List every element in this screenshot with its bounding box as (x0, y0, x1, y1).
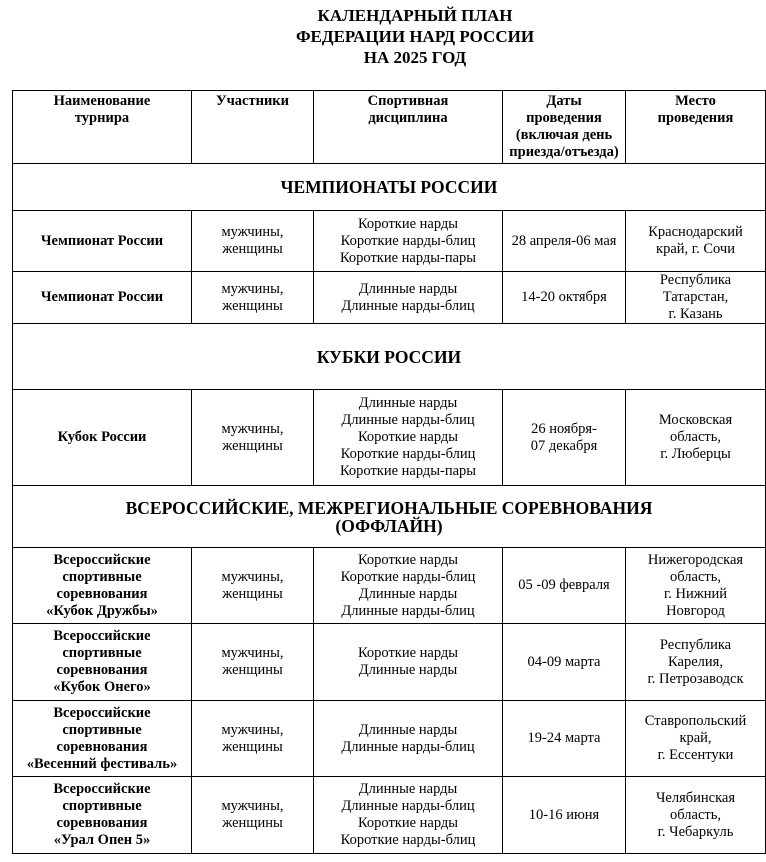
cell-line: Ставропольский (644, 713, 747, 729)
cell-discipline (314, 624, 503, 701)
cell-participants (192, 211, 314, 272)
cell-line: г. Люберцы (660, 446, 731, 462)
cell-line: (ОФФЛАЙН) (335, 515, 443, 536)
title-line: НА 2025 ГОД (363, 48, 467, 67)
cell-discipline (314, 390, 503, 486)
cell-line: Длинные нарды-блиц (341, 602, 475, 619)
cell-discipline (314, 548, 503, 624)
cell-place (626, 272, 766, 324)
cell-line: Чемпионат России (40, 289, 164, 305)
cell-line: Татарстан, (662, 289, 729, 305)
header-place (626, 91, 766, 164)
cell-line: 05 -09 февраля (518, 577, 610, 593)
title-line: ФЕДЕРАЦИИ НАРД РОССИИ (295, 27, 535, 46)
cell-line: Длинные нарды-блиц (341, 412, 475, 428)
cell-line: мужчины, (221, 645, 284, 661)
cell-line: Московская (658, 412, 733, 428)
cell-line: Челябинская (655, 789, 736, 806)
cell-dates (503, 548, 626, 624)
cell-line: г. Петрозаводск (647, 670, 744, 687)
cell-line: Место (675, 93, 716, 109)
cell-line: г. Казань (668, 306, 723, 322)
cell-line: 14-20 октября (521, 289, 607, 305)
cell-line: 28 апреля-06 мая (511, 232, 617, 249)
section-title (13, 164, 766, 211)
cell-name (13, 701, 192, 777)
cell-line: мужчины, (221, 420, 284, 437)
calendar-table (12, 90, 766, 854)
cell-line: Длинные нарды (358, 721, 458, 738)
cell-line: Короткие нарды-блиц (340, 832, 476, 848)
cell-line: Длинные нарды (358, 662, 458, 678)
cell-line: мужчины, (221, 721, 284, 738)
cell-line: женщины (222, 662, 283, 678)
cell-line: Участники (215, 93, 290, 109)
table-row (13, 777, 766, 854)
cell-line: область, (670, 429, 721, 445)
cell-line: спортивные (62, 721, 142, 738)
cell-line: Длинные нарды-блиц (341, 738, 475, 755)
cell-line: проведения (526, 110, 602, 126)
cell-line: 07 декабря (530, 437, 598, 454)
cell-participants (192, 272, 314, 324)
cell-place (626, 548, 766, 624)
cell-line: проведения (657, 110, 734, 126)
cell-line: приезда/отъезда) (509, 144, 619, 160)
cell-line: 26 ноября- (531, 420, 597, 437)
cell-line: «Кубок Дружбы» (46, 602, 158, 619)
header-participants (192, 91, 314, 164)
cell-line: Кубок России (57, 429, 147, 445)
cell-discipline (314, 211, 503, 272)
cell-line: мужчины, (221, 224, 284, 240)
cell-line: соревнования (56, 738, 148, 755)
cell-place (626, 211, 766, 272)
cell-line: Короткие нарды-блиц (340, 568, 476, 585)
cell-line: Спортивная (367, 93, 449, 109)
cell-participants (192, 777, 314, 854)
cell-line: г. Нижний (663, 585, 728, 602)
cell-place (626, 390, 766, 486)
cell-line: спортивные (62, 798, 142, 814)
cell-discipline (314, 272, 503, 324)
section-title (13, 324, 766, 390)
cell-dates (503, 701, 626, 777)
cell-line: Длинные нарды (358, 781, 458, 797)
cell-line: «Урал Опен 5» (53, 832, 151, 848)
header-name (13, 91, 192, 164)
cell-line: женщины (222, 241, 283, 257)
cell-name (13, 272, 192, 324)
cell-participants (192, 548, 314, 624)
section-title (13, 486, 766, 548)
cell-line: Всероссийские (53, 628, 151, 644)
cell-line: соревнования (56, 662, 148, 678)
cell-line: спортивные (62, 645, 142, 661)
cell-place (626, 624, 766, 701)
cell-line: Длинные нарды (358, 280, 458, 297)
table-row (13, 390, 766, 486)
cell-line: Республика (659, 272, 732, 288)
cell-line: край, (679, 730, 712, 746)
cell-name (13, 777, 192, 854)
cell-line: женщины (222, 297, 283, 314)
cell-line: Короткие нарды (357, 815, 459, 831)
cell-line: Наименование (53, 93, 151, 109)
cell-line: Короткие нарды (357, 429, 459, 445)
cell-line: Короткие нарды (357, 551, 459, 568)
table-row (13, 211, 766, 272)
table-row (13, 272, 766, 324)
cell-line: мужчины, (221, 798, 284, 814)
cell-line: женщины (222, 585, 283, 602)
title-line: КАЛЕНДАРНЫЙ ПЛАН (317, 6, 513, 25)
cell-line: женщины (222, 437, 283, 454)
cell-line: спортивные (62, 568, 142, 585)
cell-line: Всероссийские (53, 704, 151, 721)
cell-line: Карелия, (668, 653, 723, 670)
cell-line: Чемпионат России (40, 232, 164, 249)
cell-line: Новгород (666, 602, 725, 619)
cell-dates (503, 211, 626, 272)
cell-line: Нижегородская (647, 551, 744, 568)
cell-name (13, 390, 192, 486)
cell-line: дисциплина (368, 110, 448, 126)
cell-line: край, г. Сочи (656, 241, 735, 257)
cell-line: Даты (546, 93, 582, 109)
section-row (13, 324, 766, 390)
cell-dates (503, 272, 626, 324)
cell-discipline (314, 777, 503, 854)
cell-line: Короткие нарды-блиц (340, 446, 476, 462)
cell-line: женщины (222, 815, 283, 831)
cell-line: Короткие нарды (357, 645, 459, 661)
cell-line: область, (670, 806, 721, 823)
cell-line: Всероссийские (53, 551, 151, 568)
cell-line: Длинные нарды-блиц (341, 798, 475, 814)
cell-line: г. Ессентуки (657, 747, 734, 763)
cell-participants (192, 624, 314, 701)
cell-dates (503, 390, 626, 486)
cell-participants (192, 390, 314, 486)
cell-line: область, (670, 568, 721, 585)
cell-line: Длинные нарды (358, 395, 458, 411)
cell-line: турнира (74, 110, 130, 126)
cell-dates (503, 777, 626, 854)
cell-place (626, 701, 766, 777)
cell-line: Краснодарский (648, 224, 743, 240)
table-row (13, 701, 766, 777)
cell-line: соревнования (56, 585, 148, 602)
section-row (13, 164, 766, 211)
cell-line: г. Чебаркуль (657, 823, 734, 840)
cell-line: «Кубок Онего» (53, 679, 151, 695)
header-discipline (314, 91, 503, 164)
cell-line: Длинные нарды-блиц (341, 297, 475, 314)
cell-line: 19-24 марта (527, 730, 601, 746)
cell-line: Короткие нарды (357, 215, 459, 232)
header-dates (503, 91, 626, 164)
cell-line: соревнования (56, 815, 148, 831)
cell-line: КУБКИ РОССИИ (316, 346, 462, 367)
cell-name (13, 211, 192, 272)
cell-line: 04-09 марта (527, 653, 601, 670)
table-row (13, 548, 766, 624)
cell-name (13, 548, 192, 624)
section-row (13, 486, 766, 548)
cell-line: 10-16 июня (528, 806, 600, 823)
cell-line: Короткие нарды-блиц (340, 232, 476, 249)
cell-dates (503, 624, 626, 701)
cell-line: (включая день (515, 127, 613, 143)
cell-line: «Весенний фестиваль» (26, 755, 178, 772)
table-row (13, 624, 766, 701)
cell-line: Республика (659, 636, 732, 653)
document-title (0, 5, 766, 68)
cell-line: Всероссийские (53, 781, 151, 797)
cell-line: женщины (222, 738, 283, 755)
cell-line: ВСЕРОССИЙСКИЕ, МЕЖРЕГИОНАЛЬНЫЕ СОРЕВНОВАНИЯ (125, 497, 653, 518)
cell-line: Короткие нарды-пары (339, 463, 477, 479)
table-header-row (13, 91, 766, 164)
cell-line: ЧЕМПИОНАТЫ РОССИИ (280, 177, 498, 197)
cell-line: Короткие нарды-пары (339, 249, 477, 266)
cell-line: Длинные нарды (358, 585, 458, 602)
cell-participants (192, 701, 314, 777)
cell-line: мужчины, (221, 568, 284, 585)
cell-name (13, 624, 192, 701)
cell-place (626, 777, 766, 854)
cell-discipline (314, 701, 503, 777)
cell-line: мужчины, (221, 280, 284, 297)
